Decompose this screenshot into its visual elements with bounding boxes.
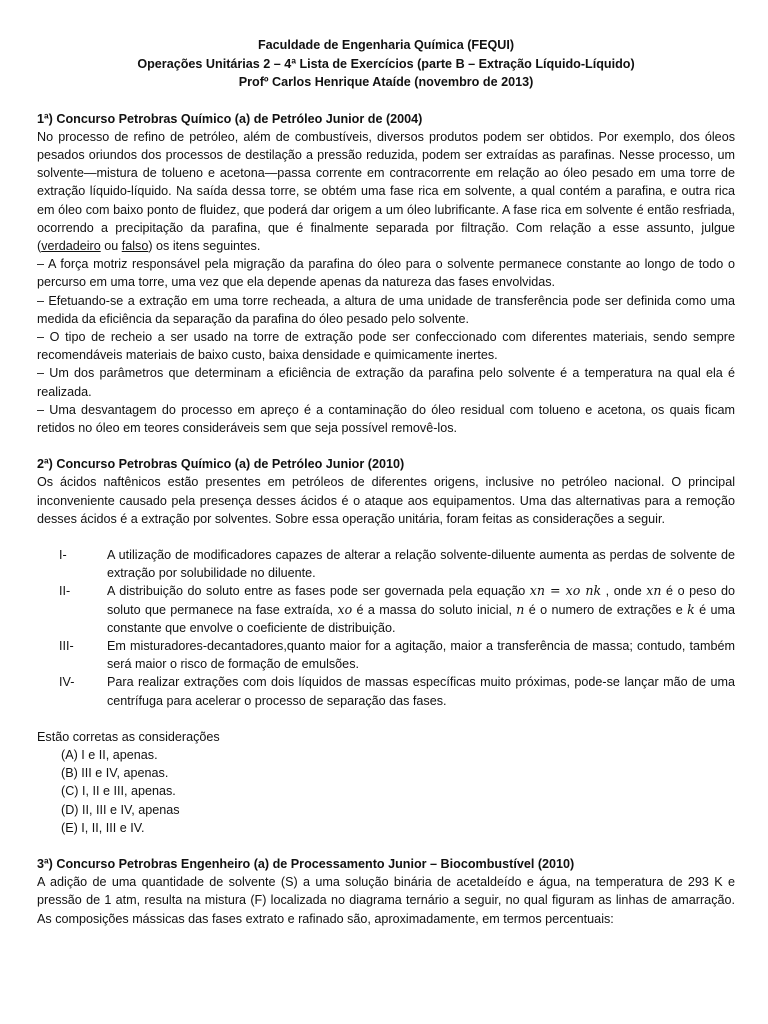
variable-k: k [687,601,695,617]
item-text-part: é o peso do soluto que permanece na fase extraída, [107,584,736,617]
professor-line: Profº Carlos Henrique Ataíde (novembro de 2013) [238,75,534,89]
statement-4: – Um dos parâmetros que determinam a eficiência de extração da parafina pelo solvente é a temperatura na qual ela é realizada. [37,366,735,399]
statement-2: – Efetuando-se a extração em uma torre recheada, a altura de uma unidade de transferência pode ser definida como uma medida da eficiência da separação da parafina do óleo pesado pelo solvente. [37,293,735,326]
item-text-part: é uma constante que envolve o coeficiente de distribuição. [107,602,735,635]
item-text: Para realizar extrações com dois líquidos de massas específicas muito próximas, pode-se lançar mão de uma centrífuga para acelerar o processo de separação das fases. [107,675,735,708]
true-word: verdadeiro [41,238,101,253]
intro-end: ) os itens seguintes. [148,238,261,253]
variable-xo: xo [337,601,353,617]
item-text: A utilização de modificadores capazes de alterar a relação solvente-diluente aumenta as perdas de solvente de extração por solubilidade no diluente. [107,547,735,581]
item-number: II- [59,584,71,599]
false-word: falso [121,238,149,253]
item-text [107,582,735,637]
question-3-title: 3ª) Concurso Petrobras Engenheiro (a) de Processamento Junior – Biocombustível (2010) [37,857,575,872]
option-d: (D) II, III e IV, apenas [61,802,180,817]
question-3 [37,855,735,928]
equation: xn = xo nk [529,583,602,599]
course-title: Operações Unitárias 2 – 4ª Lista de Exercícios (parte B – Extração Líquido-Líquido) [137,56,635,71]
option-c: (C) I, II e III, apenas. [61,784,176,799]
document-header [37,36,735,92]
option-a: (A) I e II, apenas. [61,748,158,762]
statement-1: – A força motriz responsável pela migração da parafina do óleo para o solvente permanece constante ao longo de todo o percurso em uma torre, uma vez que ela depende apenas da natureza das fases envolvidas. [37,257,735,290]
list-item [37,582,735,637]
question-2-intro: Os ácidos naftênicos estão presentes em petróleos de diferentes origens, inclusive no petróleo nacional. O principal inconveniente causado pela presença desses ácidos é o ataque aos equipamentos. Uma das alternativas para a remoção desses ácidos é a extração por solventes. Sobre essa operação unitária, foram feitas as considerações a seguir. [37,475,735,526]
variable-n: n [516,601,525,617]
variable-xn: xn [646,583,662,599]
item-text-part: , onde [601,584,647,599]
item-text: Em misturadores-decantadores,quanto maior for a agitação, maior a transferência de massa; contudo, também será maior o risco de formação de emulsões. [107,638,735,672]
statement-5: – Uma desvantagem do processo em apreço é a contaminação do óleo residual com tolueno e acetona, os quais ficam retidos no óleo em teores consideráveis sem que seja possível removê-los. [37,402,735,435]
item-number: IV- [59,675,75,690]
question-1-intro [37,128,735,255]
item-text-part: A distribuição do soluto entre as fases pode ser governada pela equação [107,584,530,599]
question-2 [37,455,735,837]
list-item [37,673,735,709]
item-text-part: é a massa do soluto inicial, [352,602,517,617]
item-number: I- [59,547,67,562]
option-b: (B) III e IV, apenas. [61,766,169,781]
question-1 [37,110,735,438]
answer-options [37,728,735,837]
question-3-intro: A adição de uma quantidade de solvente (S) a uma solução binária de acetaldeído e água, na temperatura de 293 K e pressão de 1 atm, resulta na mistura (F) localizada no diagrama ternário a seguir, no qual figuram as linhas de amarração. As composições mássicas das fases extrato e rafinado são, aproximadamente, em termos percentuais: [37,875,735,926]
question-1-title: 1ª) Concurso Petrobras Químico (a) de Petróleo Junior de (2004) [37,111,423,126]
item-text-part: é o numero de extrações e [524,602,688,617]
or-word: ou [100,238,122,253]
statement-3: – O tipo de recheio a ser usado na torre de extração pode ser confeccionado com diferentes materiais, sendo sempre recomendáveis materiais de baixo custo, baixa densidade e quimicamente inertes. [37,329,735,363]
list-item [37,546,735,582]
item-number: III- [59,638,74,653]
option-e: (E) I, II, III e IV. [61,820,145,835]
considerations-list [37,546,735,710]
faculty-name: Faculdade de Engenharia Química (FEQUI) [257,38,515,52]
options-question: Estão corretas as considerações [37,729,220,744]
list-item [37,637,735,673]
question-2-title: 2ª) Concurso Petrobras Químico (a) de Petróleo Junior (2010) [37,457,405,472]
question-1-intro-text: No processo de refino de petróleo, além de combustíveis, diversos produtos podem ser obtidos. Por exemplo, dos óleos pesados oriundos dos processos de destilação a pressão reduzida, podem ser extraídas as parafinas. Nesse processo, um solvente—mistura de tolueno e acetona—passa corrente em contracorrente em relação ao óleo pesado em uma torre de extração líquido-líquido. Na saída dessa torre, se obtém uma fase rica em solvente, a qual contém a parafina, e outra rica em óleo com baixo ponto de fluidez, que poderá dar origem a um óleo lubrificante. A fase rica em solvente é então resfriada, ocorrendo a precipitação da parafina, que é finalmente separada por filtração. Com relação a esse assunto, julgue ( [37,129,735,253]
